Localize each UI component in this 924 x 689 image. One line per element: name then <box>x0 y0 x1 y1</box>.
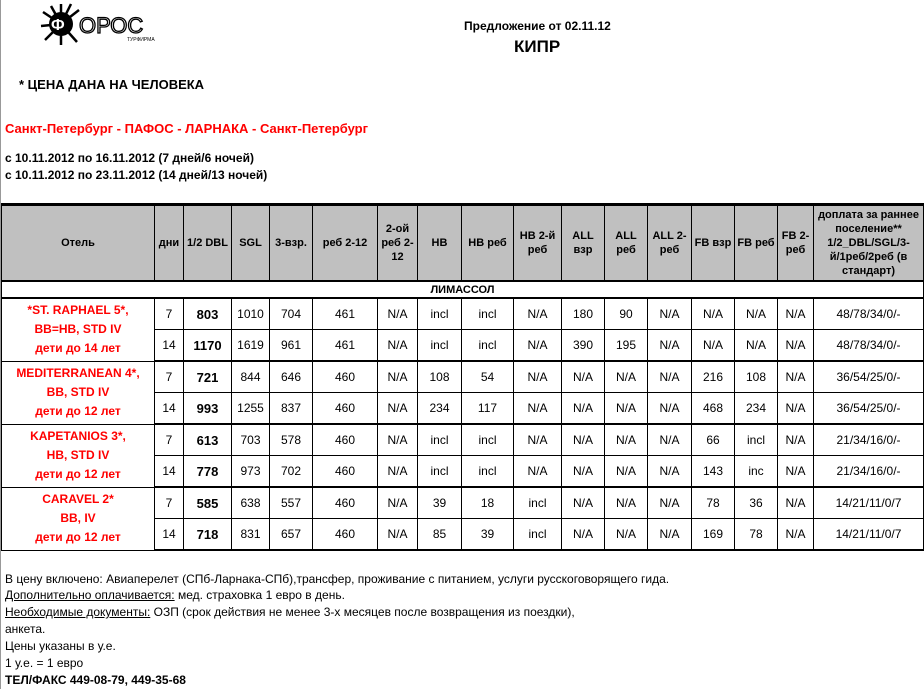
hotel-name-line: MEDITERRANEAN 4*, <box>16 366 140 380</box>
table-cell: 837 <box>270 393 313 425</box>
table-cell: N/A <box>378 361 418 393</box>
column-header: SGL <box>232 205 270 282</box>
table-cell: incl <box>514 487 562 519</box>
table-cell: N/A <box>778 424 814 456</box>
hotel-name-line: BB, STD IV <box>46 385 110 399</box>
table-cell: N/A <box>778 361 814 393</box>
table-cell: 143 <box>692 456 735 488</box>
table-header <box>2 205 924 282</box>
column-header: ALL реб <box>605 205 648 282</box>
hotel-name <box>2 487 155 550</box>
table-cell: 460 <box>313 424 378 456</box>
hotel-name-line: BB=HB, STD IV <box>34 322 122 337</box>
table-cell: 39 <box>418 487 462 519</box>
table-cell: N/A <box>378 487 418 519</box>
hotel-name <box>2 424 155 487</box>
table-cell: N/A <box>778 330 814 362</box>
table-cell: 14 <box>155 519 184 551</box>
table-cell: N/A <box>378 424 418 456</box>
table-cell: N/A <box>648 519 692 551</box>
table-row <box>2 424 924 456</box>
table-cell: N/A <box>778 456 814 488</box>
column-header: 1/2 DBL <box>184 205 232 282</box>
table-cell: N/A <box>562 519 605 551</box>
table-cell: incl <box>514 519 562 551</box>
column-header: FB реб <box>735 205 778 282</box>
hotel-name-line: HB, STD IV <box>46 448 110 462</box>
svg-text:Ф: Ф <box>51 17 65 34</box>
table-cell: N/A <box>605 424 648 456</box>
city-row: ЛИМАССОЛ <box>2 281 924 298</box>
date-range-7: с 10.11.2012 по 16.11.2012 (7 дней/6 ночей) <box>5 151 254 165</box>
table-cell: N/A <box>735 298 778 330</box>
table-cell: 460 <box>313 361 378 393</box>
table-cell: 7 <box>155 487 184 519</box>
table-cell: 39 <box>462 519 514 551</box>
table-cell: N/A <box>605 519 648 551</box>
table-cell: incl <box>418 456 462 488</box>
table-cell: N/A <box>514 456 562 488</box>
column-header: FB 2-реб <box>778 205 814 282</box>
table-row <box>2 298 924 330</box>
table-cell: incl <box>418 424 462 456</box>
table-row <box>2 361 924 393</box>
extra-text: мед. страховка 1 евро в день. <box>174 588 345 602</box>
table-cell: 14/21/11/0/7 <box>814 519 924 551</box>
table-cell: N/A <box>778 487 814 519</box>
table-cell: 108 <box>418 361 462 393</box>
table-cell: 14 <box>155 393 184 425</box>
table-cell: N/A <box>605 361 648 393</box>
currency-note: Цены указаны в у.е. <box>5 639 116 653</box>
table-cell: N/A <box>514 330 562 362</box>
table-cell: N/A <box>562 361 605 393</box>
hotel-name-line: дети до 12 лет <box>35 404 121 418</box>
table-cell: 993 <box>184 393 232 425</box>
table-cell: 646 <box>270 361 313 393</box>
table-cell: N/A <box>378 330 418 362</box>
docs-text: ОЗП (срок действия не менее 3-х месяцев после возвращения из поездки), <box>150 605 575 619</box>
table-cell: N/A <box>514 424 562 456</box>
table-cell: N/A <box>514 361 562 393</box>
column-header: HB реб <box>462 205 514 282</box>
hotel-name-line: дети до 14 лет <box>35 341 121 356</box>
column-header: доплата за раннее поселение** 1/2_DBL/SGL/3-й/1реб/2реб (в стандарт) <box>814 205 924 282</box>
table-cell: 195 <box>605 330 648 362</box>
table-cell: 18 <box>462 487 514 519</box>
table-cell: 961 <box>270 330 313 362</box>
table-cell: 85 <box>418 519 462 551</box>
table-cell: 108 <box>735 361 778 393</box>
table-cell: 48/78/34/0/- <box>814 330 924 362</box>
table-cell: 718 <box>184 519 232 551</box>
table-cell: 460 <box>313 393 378 425</box>
phone: ТЕЛ/ФАКС 449-08-79, 449-35-68 <box>5 673 186 687</box>
table-cell: N/A <box>514 393 562 425</box>
hotel-name-line: CARAVEL 2* <box>42 492 114 506</box>
table-cell: 803 <box>184 298 232 330</box>
table-cell: 14/21/11/0/7 <box>814 487 924 519</box>
extra-label: Дополнительно оплачивается: <box>5 588 175 602</box>
column-header: 3-взр. <box>270 205 313 282</box>
included-text: В цену включено: Авиаперелет (СПб-Ларнака-СПб),трансфер, проживание с питанием, услуги русскоговорящего гида. <box>5 572 670 586</box>
table-cell: N/A <box>648 298 692 330</box>
table-cell: incl <box>462 298 514 330</box>
table-cell: 461 <box>313 298 378 330</box>
table-cell: 460 <box>313 456 378 488</box>
table-cell: 78 <box>692 487 735 519</box>
table-cell: 78 <box>735 519 778 551</box>
table-cell: 613 <box>184 424 232 456</box>
table-cell: 578 <box>270 424 313 456</box>
table-cell: N/A <box>648 330 692 362</box>
table-cell: 461 <box>313 330 378 362</box>
table-cell: N/A <box>778 298 814 330</box>
hotel-name-line: дети до 12 лет <box>35 467 121 481</box>
table-cell: incl <box>462 330 514 362</box>
docs-label: Необходимые документы: <box>5 605 151 619</box>
table-cell: 54 <box>462 361 514 393</box>
table-cell: incl <box>735 424 778 456</box>
column-header: HB 2-й реб <box>514 205 562 282</box>
table-cell: 36 <box>735 487 778 519</box>
hotel-name <box>2 298 155 361</box>
docs-text-2: анкета. <box>5 622 46 636</box>
column-header: 2-ой реб 2-12 <box>378 205 418 282</box>
table-cell: N/A <box>648 487 692 519</box>
table-cell: 844 <box>232 361 270 393</box>
table-cell: N/A <box>648 361 692 393</box>
extra-payment <box>5 588 345 602</box>
table-cell: incl <box>418 298 462 330</box>
table-cell: 973 <box>232 456 270 488</box>
hotel-name-line: *ST. RAPHAEL 5*, <box>27 303 129 318</box>
table-cell: N/A <box>562 456 605 488</box>
table-cell: 7 <box>155 298 184 330</box>
table-cell: incl <box>462 456 514 488</box>
date-range-14: с 10.11.2012 по 23.11.2012 (14 дней/13 ночей) <box>5 168 268 182</box>
table-cell: N/A <box>378 393 418 425</box>
table-cell: 1170 <box>184 330 232 362</box>
table-cell: 169 <box>692 519 735 551</box>
table-cell: N/A <box>778 393 814 425</box>
table-cell: 585 <box>184 487 232 519</box>
svg-text:ОРОС: ОРОС <box>79 13 144 38</box>
hotel-name-line: KAPETANIOS 3*, <box>30 429 126 443</box>
table-cell: N/A <box>514 298 562 330</box>
table-cell: 721 <box>184 361 232 393</box>
table-row <box>2 487 924 519</box>
table-cell: 460 <box>313 487 378 519</box>
table-cell: 216 <box>692 361 735 393</box>
route: Санкт-Петербург - ПАФОС - ЛАРНАКА - Санкт-Петербург <box>5 121 369 136</box>
table-cell: N/A <box>778 519 814 551</box>
table-cell: N/A <box>562 487 605 519</box>
column-header: дни <box>155 205 184 282</box>
table-cell: 638 <box>232 487 270 519</box>
table-cell: 36/54/25/0/- <box>814 361 924 393</box>
table-cell: N/A <box>648 424 692 456</box>
table-cell: 7 <box>155 361 184 393</box>
column-header: Отель <box>2 205 155 282</box>
table-cell: 36/54/25/0/- <box>814 393 924 425</box>
table-cell: 234 <box>418 393 462 425</box>
table-cell: incl <box>418 330 462 362</box>
table-cell: N/A <box>692 298 735 330</box>
price-note: * ЦЕНА ДАНА НА ЧЕЛОВЕКА <box>19 77 205 92</box>
table-cell: 7 <box>155 424 184 456</box>
table-cell: 48/78/34/0/- <box>814 298 924 330</box>
table-cell: 234 <box>735 393 778 425</box>
table-cell: N/A <box>692 330 735 362</box>
hotel-name <box>2 361 155 424</box>
hotel-name-line: BB, IV <box>60 511 96 525</box>
table-cell: 21/34/16/0/- <box>814 424 924 456</box>
svg-text:ТУРФИРМА: ТУРФИРМА <box>127 37 155 43</box>
table-cell: 117 <box>462 393 514 425</box>
table-cell: 703 <box>232 424 270 456</box>
table-cell: N/A <box>605 487 648 519</box>
table-cell: 468 <box>692 393 735 425</box>
table-cell: 831 <box>232 519 270 551</box>
hotel-name-line: дети до 12 лет <box>35 530 121 544</box>
table-cell: 90 <box>605 298 648 330</box>
table-cell: 180 <box>562 298 605 330</box>
table-cell: 1255 <box>232 393 270 425</box>
documents <box>5 605 575 619</box>
country-title: КИПР <box>514 37 561 56</box>
table-cell: 21/34/16/0/- <box>814 456 924 488</box>
company-logo <box>39 2 174 52</box>
table-cell: 657 <box>270 519 313 551</box>
table-cell: incl <box>462 424 514 456</box>
table-cell: 557 <box>270 487 313 519</box>
table-cell: 704 <box>270 298 313 330</box>
table-cell: 460 <box>313 519 378 551</box>
table-cell: N/A <box>735 330 778 362</box>
table-cell: inc <box>735 456 778 488</box>
table-cell: N/A <box>378 519 418 551</box>
table-cell: 390 <box>562 330 605 362</box>
table-cell: N/A <box>648 456 692 488</box>
column-header: HB <box>418 205 462 282</box>
table-cell: 1619 <box>232 330 270 362</box>
column-header: ALL взр <box>562 205 605 282</box>
column-header: реб 2-12 <box>313 205 378 282</box>
table-cell: N/A <box>378 456 418 488</box>
table-cell: 66 <box>692 424 735 456</box>
table-cell: N/A <box>562 393 605 425</box>
table-cell: 14 <box>155 456 184 488</box>
table-cell: 702 <box>270 456 313 488</box>
table-cell: 778 <box>184 456 232 488</box>
table-cell: N/A <box>648 393 692 425</box>
table-cell: N/A <box>562 424 605 456</box>
column-header: ALL 2-реб <box>648 205 692 282</box>
table-cell: N/A <box>605 393 648 425</box>
table-cell: 14 <box>155 330 184 362</box>
exchange-rate: 1 у.е. = 1 евро <box>5 656 84 670</box>
table-cell: 1010 <box>232 298 270 330</box>
table-cell: N/A <box>378 298 418 330</box>
table-cell: N/A <box>605 456 648 488</box>
column-header: FB взр <box>692 205 735 282</box>
offer-date: Предложение от 02.11.12 <box>464 19 611 33</box>
price-table <box>1 203 924 551</box>
